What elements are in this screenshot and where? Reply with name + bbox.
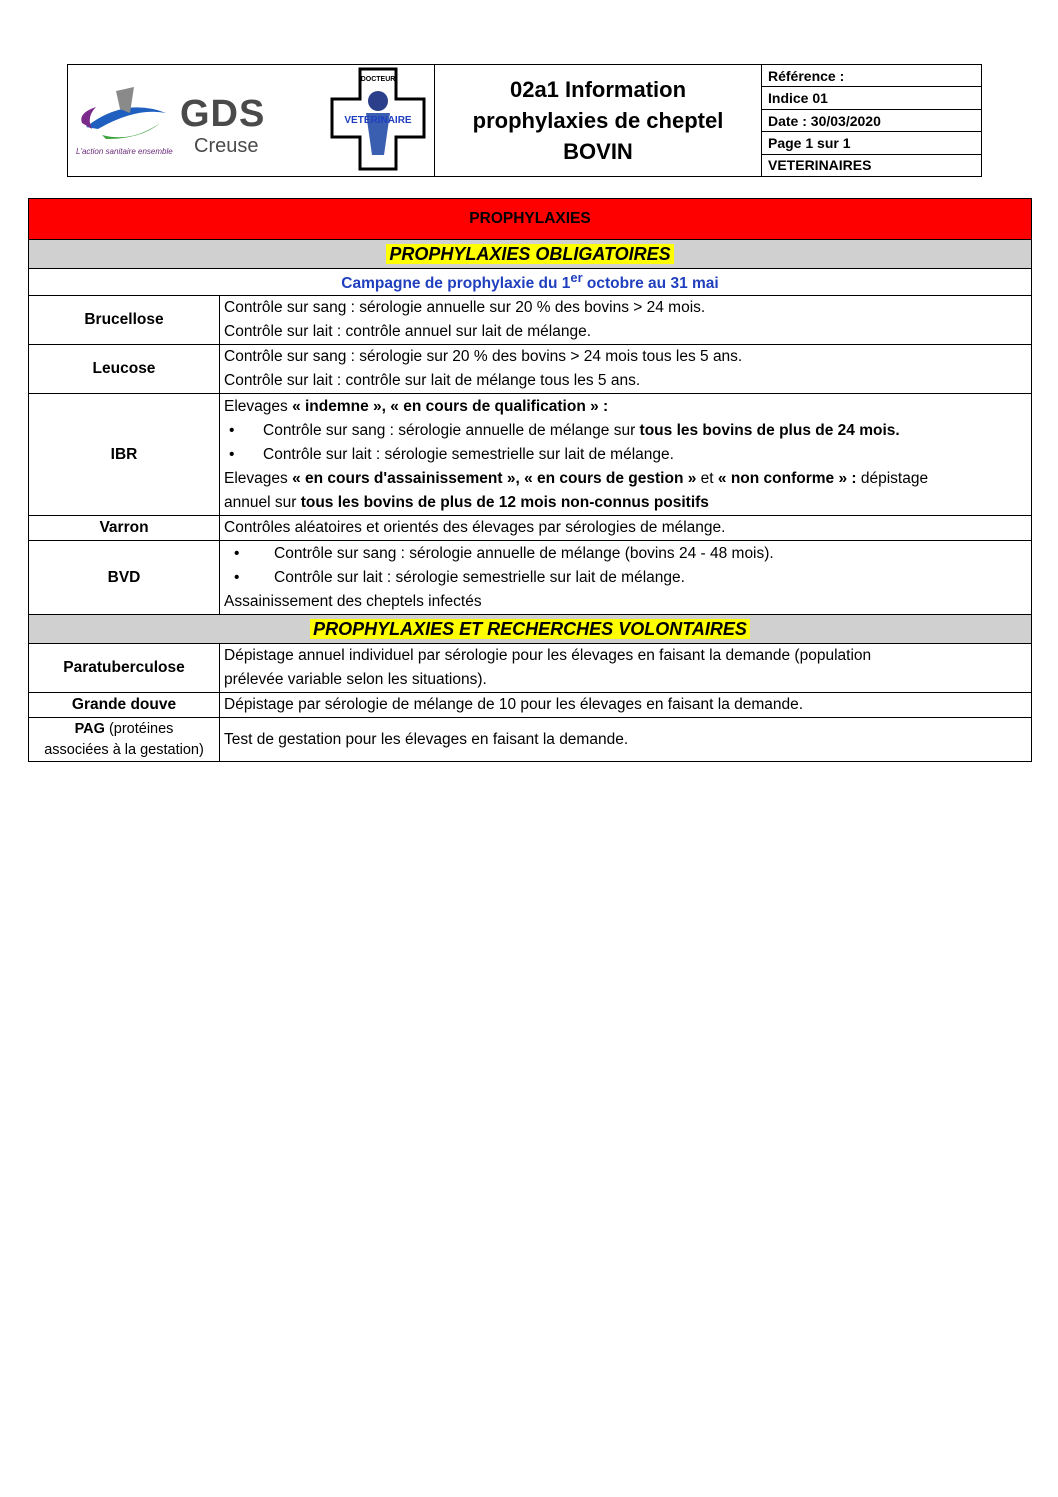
row-content-varron: Contrôles aléatoires et orientés des élevages par sérologies de mélange.	[220, 516, 1032, 541]
gds-logo-sub: Creuse	[194, 135, 259, 157]
section-voluntary	[29, 615, 1032, 644]
table-row	[29, 693, 1032, 718]
vet-badge-text: VETERINAIRE	[344, 115, 412, 126]
row-content-grande-douve: Dépistage par sérologie de mélange de 10 pour les élevages en faisant la demande.	[220, 693, 1032, 718]
meta-reference: Référence :	[762, 65, 981, 87]
row-label-varron: Varron	[29, 516, 220, 541]
meta-audience: VETERINAIRES	[768, 157, 872, 174]
row-label-grande-douve: Grande douve	[29, 693, 220, 718]
bullet-icon: •	[234, 544, 240, 562]
row-label-bvd: BVD	[29, 541, 220, 615]
row-label-pag: PAG (protéines associées à la gestation)	[29, 718, 220, 762]
row-label-paratuberculose: Paratuberculose	[29, 644, 220, 693]
meta-date: Date : 30/03/2020	[762, 110, 981, 132]
section-mandatory	[29, 240, 1032, 269]
row-label-ibr: IBR	[29, 394, 220, 516]
bullet-icon: •	[229, 421, 235, 439]
row-content-bvd: • Contrôle sur sang : sérologie annuelle de mélange (bovins 24 - 48 mois). • Contrôle sur lait : sérologie semestrielle sur lait de mélange. Assainissement des cheptels infectés	[220, 541, 1032, 615]
gds-logo-name: GDS	[180, 93, 266, 135]
campaign-period: Campagne de prophylaxie du 1er octobre au 31 mai	[29, 269, 1032, 296]
veterinaire-cross-icon	[330, 67, 426, 171]
meta-indice: Indice 01	[762, 87, 981, 109]
document-title	[435, 65, 762, 176]
table-row	[29, 345, 1032, 394]
meta-page: Page 1 sur 1	[762, 132, 981, 154]
table-row	[29, 516, 1032, 541]
header-logos	[68, 65, 435, 176]
row-content-ibr: Elevages « indemne », « en cours de qualification » : • Contrôle sur sang : sérologie annuelle de mélange sur tous les bovins de plus de 24 mois. • Contrôle sur lait : sérologie semestrielle sur lait de mélange. Elevages « en cours d'assainissement », « en cours de gestion » et « non conforme » : dépistage annuel sur tous les bovins de plus de 12 mois non-connus positifs	[220, 394, 1032, 516]
gds-tagline: L'action sanitaire ensemble	[76, 147, 173, 156]
document-meta	[762, 65, 981, 176]
table-row	[29, 644, 1032, 693]
section-mandatory-label: PROPHYLAXIES OBLIGATOIRES	[386, 244, 673, 264]
gds-logo-icon	[76, 83, 172, 145]
table-row	[29, 718, 1032, 762]
title-line-3: BOVIN	[563, 139, 633, 164]
table-row	[29, 394, 1032, 516]
table-row	[29, 541, 1032, 615]
row-content-pag: Test de gestation pour les élevages en faisant la demande.	[220, 718, 1032, 762]
bullet-icon: •	[234, 568, 240, 586]
section-voluntary-label: PROPHYLAXIES ET RECHERCHES VOLONTAIRES	[310, 619, 750, 639]
row-content-leucose: Contrôle sur sang : sérologie sur 20 % des bovins > 24 mois tous les 5 ans. Contrôle sur lait : contrôle sur lait de mélange tous les 5 ans.	[220, 345, 1032, 394]
row-label-brucellose: Brucellose	[29, 296, 220, 345]
title-line-2: prophylaxies de cheptel	[472, 108, 724, 133]
banner-prophylaxies: PROPHYLAXIES	[29, 199, 1032, 240]
row-label-leucose: Leucose	[29, 345, 220, 394]
bullet-icon: •	[229, 445, 235, 463]
document-header	[67, 64, 982, 177]
prophylaxies-table	[28, 198, 1032, 762]
vet-badge-top: DOCTEUR	[360, 76, 396, 83]
row-content-paratuberculose: Dépistage annuel individuel par sérologie pour les élevages en faisant la demande (population prélevée variable selon les situations).	[220, 644, 1032, 693]
row-content-brucellose: Contrôle sur sang : sérologie annuelle sur 20 % des bovins > 24 mois. Contrôle sur lait : contrôle annuel sur lait de mélange.	[220, 296, 1032, 345]
title-line-1: 02a1 Information	[509, 77, 687, 102]
table-row	[29, 296, 1032, 345]
